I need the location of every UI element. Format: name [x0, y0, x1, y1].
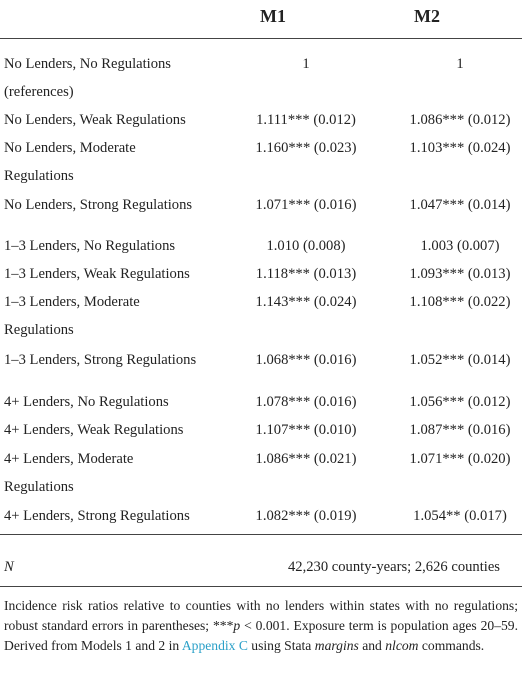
- table-row-label: 4+ Lenders, Strong Regulations: [4, 508, 190, 524]
- note-and: and: [358, 638, 386, 653]
- table-row-label: 4+ Lenders, No Regulations: [4, 394, 169, 410]
- table-row-label: 1–3 Lenders, No Regulations: [4, 238, 176, 254]
- note-text-1: Incidence risk ratios relative to counties with no lenders within states with no regulations; robust standard errors in parentheses; ***: [4, 598, 518, 633]
- cell-m2: 1.093*** (0.013): [409, 266, 511, 282]
- table-row-label: 4+ Lenders, Weak Regulations: [4, 422, 184, 438]
- table-row-label: No Lenders, Strong Regulations: [4, 197, 193, 213]
- column-header-m2: M2: [414, 6, 440, 26]
- cell-m2: 1.103*** (0.024): [409, 140, 511, 156]
- note-p-symbol: p: [233, 618, 241, 633]
- cell-m2: 1.047*** (0.014): [409, 197, 511, 213]
- cell-m1: 1.143*** (0.024): [255, 294, 357, 310]
- table-row-label: No Lenders, No Regulations: [4, 56, 171, 72]
- cell-m2: 1.052*** (0.014): [409, 352, 511, 368]
- cell-m1: 1: [302, 56, 310, 72]
- cell-m1: 1.068*** (0.016): [255, 352, 357, 368]
- cell-m2: 1: [456, 56, 464, 72]
- cell-m2: 1.071*** (0.020): [409, 451, 511, 467]
- table-row-label: 1–3 Lenders, Weak Regulations: [4, 266, 190, 282]
- cell-m1: 1.118*** (0.013): [255, 266, 357, 282]
- cell-m1: 1.082*** (0.019): [255, 508, 357, 524]
- table-row-label: 1–3 Lenders, Strong Regulations: [4, 352, 197, 368]
- table-row-label-cont: Regulations: [4, 322, 74, 338]
- column-header-m1: M1: [260, 6, 286, 26]
- cell-m2: 1.087*** (0.016): [409, 422, 511, 438]
- table-row-label-cont: Regulations: [4, 479, 74, 495]
- note-text-2: < 0.001. Exposure term is population ages 20–59. Derived from Models 1 and 2 in: [4, 618, 518, 653]
- appendix-c-link[interactable]: Appendix C: [181, 638, 248, 653]
- body-rule: [0, 534, 522, 535]
- note-text-4: commands.: [418, 638, 485, 653]
- table-row-label: 4+ Lenders, Moderate: [4, 451, 134, 467]
- cell-m2: 1.108*** (0.022): [409, 294, 511, 310]
- cell-m1: 1.078*** (0.016): [255, 394, 357, 410]
- cell-m1: 1.107*** (0.010): [255, 422, 357, 438]
- cell-m1: 1.086*** (0.021): [255, 451, 357, 467]
- table-row-label: No Lenders, Moderate: [4, 140, 136, 156]
- table-footnote: [4, 596, 518, 656]
- n-value: 42,230 county-years; 2,626 counties: [288, 559, 500, 575]
- table-row-label-cont: Regulations: [4, 168, 74, 184]
- cell-m2: 1.054** (0.017): [413, 508, 507, 524]
- cell-m2: 1.086*** (0.012): [409, 112, 511, 128]
- table-row-label-cont: (references): [4, 84, 74, 100]
- cell-m1: 1.010 (0.008): [266, 238, 346, 254]
- note-margins: margins: [314, 638, 359, 653]
- table-row-label: No Lenders, Weak Regulations: [4, 112, 186, 128]
- note-nlcom: nlcom: [385, 638, 419, 653]
- cell-m2: 1.056*** (0.012): [409, 394, 511, 410]
- cell-m2: 1.003 (0.007): [420, 238, 500, 254]
- table-row-label: 1–3 Lenders, Moderate: [4, 294, 140, 310]
- footer-rule: [0, 586, 522, 587]
- cell-m1: 1.111*** (0.012): [256, 112, 356, 128]
- n-label: N: [4, 559, 14, 575]
- header-rule: [0, 38, 522, 39]
- note-text-3: using Stata: [247, 638, 315, 653]
- cell-m1: 1.071*** (0.016): [255, 197, 357, 213]
- cell-m1: 1.160*** (0.023): [255, 140, 357, 156]
